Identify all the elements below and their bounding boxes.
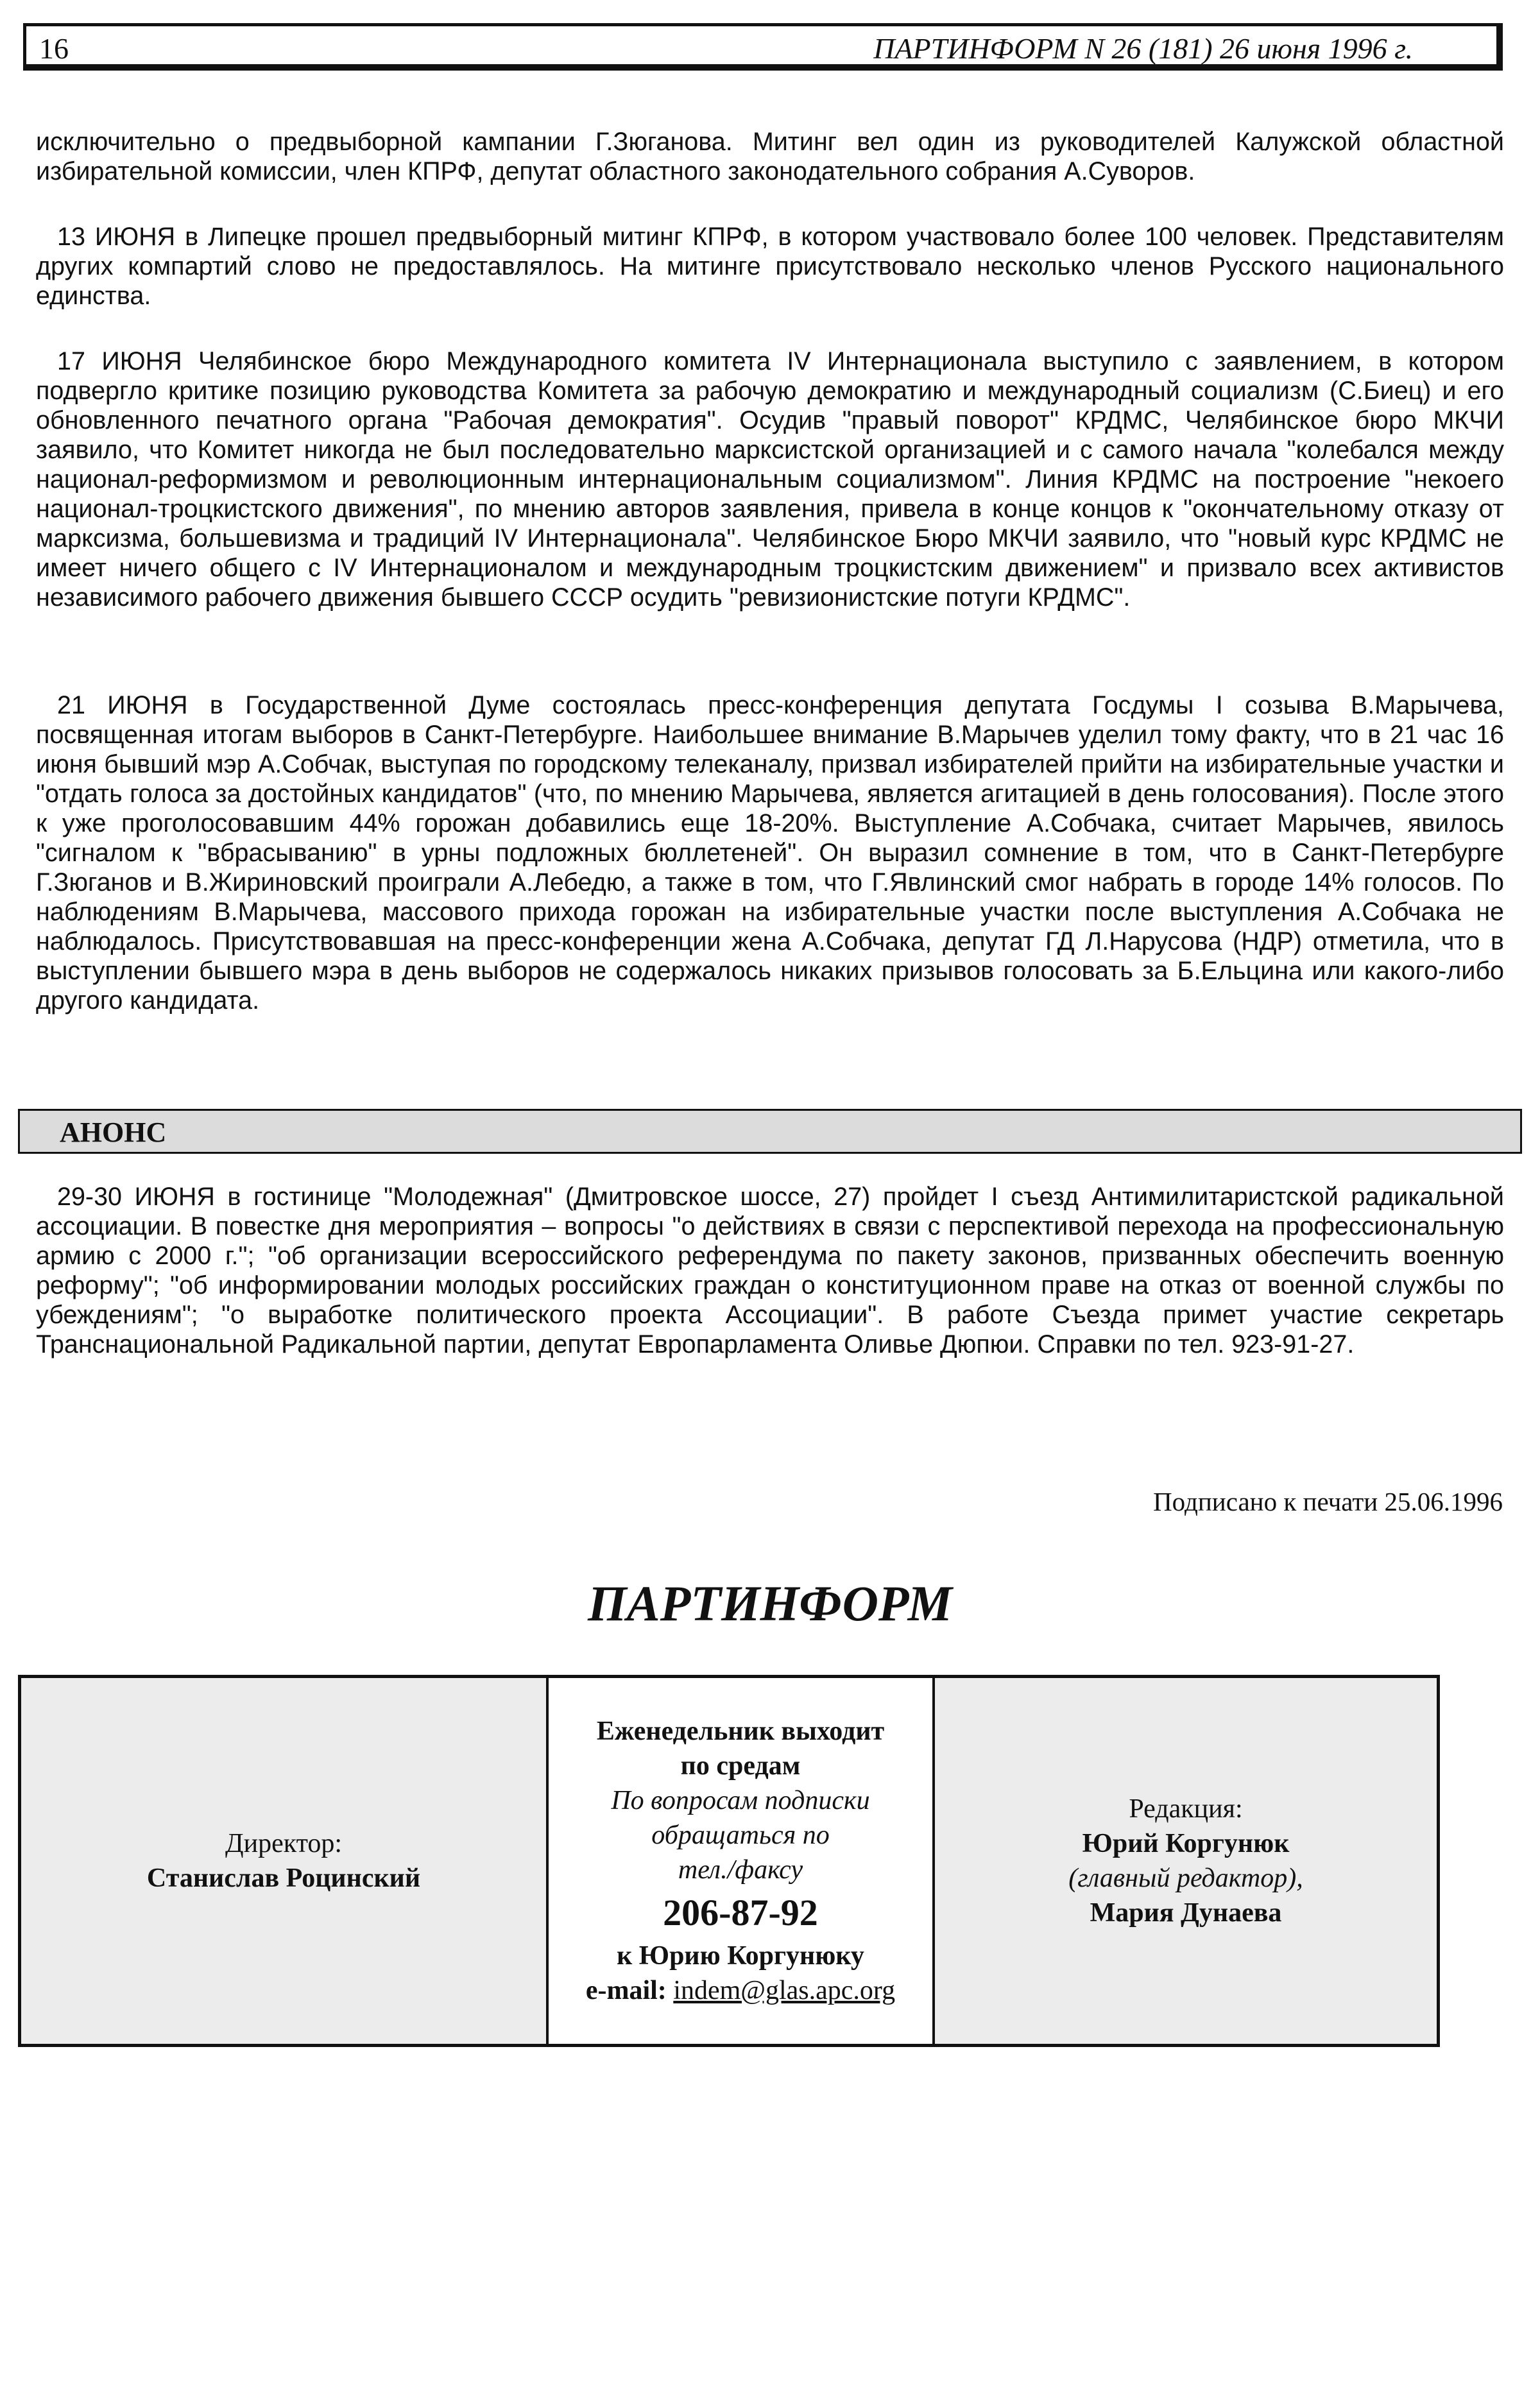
issue-line: ПАРТИНФОРМ N 26 (181) 26 июня 1996 г.	[873, 32, 1413, 65]
subscribe-line-2: обращаться по	[651, 1821, 830, 1850]
announce-heading: АНОНС	[60, 1117, 167, 1148]
director-name: Станислав Роцинский	[146, 1864, 421, 1893]
page-header	[23, 23, 1503, 71]
signed-to-print: Подписано к печати 25.06.1996	[1153, 1487, 1503, 1516]
subscribe-line-3: тел./факсу	[678, 1855, 803, 1885]
phone-number: 206-87-92	[663, 1892, 818, 1933]
announce-section-header	[18, 1109, 1522, 1154]
weekly-line-1: Еженедельник выходит	[596, 1717, 885, 1746]
publication-info-table	[18, 1675, 1440, 2047]
subscribe-line-1: По вопросам подписки	[611, 1786, 870, 1815]
paragraph-june-17: 17 ИЮНЯ Челябинское бюро Международного комитета IV Интернационала выступило с заявлением, в котором подвергло критике позицию руководства Комитета за рабочую демократию и международный социализм (С.Биец) и его обновленного печатного органа "Рабочая демократия". Осудив "правый поворот" КРДМС, Челябинское бюро МКЧИ заявило, что Комитет никогда не был последовательно марксистской организацией и с самого начала "колебался между национал-реформизмом и революционным интернациональным социализмом". Линия КРДМС на построение "некоего национал-троцкистского движения", по мнению авторов заявления, привела в конце концов к "окончательному отказу от марксизма, большевизма и традиций IV Интернационала". Челябинское Бюро МКЧИ заявило, что "новый курс КРДМС не имеет ничего общего с IV Интернационалом и международным троцкистским движением" и призвало всех активистов независимого рабочего движения бывшего СССР осудить "ревизионистские потуги КРДМС".	[36, 347, 1504, 612]
director-label: Директор:	[225, 1829, 343, 1858]
page-number: 16	[39, 32, 69, 65]
contact-person: к Юрию Коргунюку	[617, 1941, 864, 1971]
paragraph-june-13: 13 ИЮНЯ в Липецке прошел предвыборный митинг КПРФ, в котором участвовало более 100 человек. Представителям других компартий слово не предоставлялось. На митинге присутствовало несколько членов Русского национального единства.	[36, 223, 1504, 310]
masthead-title: ПАРТИНФОРМ	[588, 1575, 952, 1631]
paragraph-june-21: 21 ИЮНЯ в Государственной Думе состоялась пресс-конференция депутата Госдумы I созыва В.Марычева, посвященная итогам выборов в Санкт-Петербурге. Наибольшее внимание В.Марычев уделил тому факту, что в 21 час 16 июня бывший мэр А.Собчак, выступая по городскому телеканалу, призвал избирателей прийти на избирательные участки и "отдать голоса за достойных кандидатов" (что, по мнению Марычева, является агитацией в день голосования). После этого к уже проголосовавшим 44% горожан добавились еще 18-20%. Выступление А.Собчака, считает Марычев, явилось "сигналом к "вбрасыванию" в урны подложных бюллетеней". Он выразил сомнение в том, что в Санкт-Петербурге Г.Зюганов и В.Жириновский проиграли А.Лебедю, а также в том, что Г.Явлинский смог набрать в городе 14% голосов. По наблюдениям В.Марычева, массового прихода горожан на избирательные участки после выступления А.Собчака не наблюдалось. Присутствовавшая на пресс-конференции жена А.Собчака, депутат ГД Л.Нарусова (НДР) отметила, что в выступлении бывшего мэра в день выборов не содержалось никаких призывов голосовать за Б.Ельцина или какого-либо другого кандидата.	[36, 691, 1504, 1015]
subscription-cell	[549, 1678, 935, 2044]
editorial-cell	[935, 1678, 1437, 2044]
email-label: e-mail:	[585, 1976, 667, 2005]
weekly-line-2: по средам	[680, 1751, 801, 1781]
director-cell	[21, 1678, 549, 2044]
paragraph-continuation: исключительно о предвыборной кампании Г.Зюганова. Митинг вел один из руководителей Калужской областной избирательной комиссии, член КПРФ, депутат областного законодательного собрания А.Суворов.	[36, 128, 1504, 185]
email-link[interactable]: indem@glas.apc.org	[673, 1976, 896, 2005]
editor-1-role: (главный редактор),	[1068, 1864, 1303, 1893]
announce-paragraph: 29-30 ИЮНЯ в гостинице "Молодежная" (Дмитровское шоссе, 27) пройдет I съезд Антимилитаристской радикальной ассоциации. В повестке дня мероприятия – вопросы "о действиях в связи с перспективой перехода на профессиональную армию с 2000 г."; "об организации всероссийского референдума по пакету законов, призванных обеспечить военную реформу"; "об информировании молодых российских граждан о конституционном праве на отказ от военной службы по убеждениям"; "о выработке политического проекта Ассоциации". В работе Съезда примет участие секретарь Транснациональной Радикальной партии, депутат Европарламента Оливье Дюпюи. Справки по тел. 923-91-27.	[36, 1183, 1504, 1358]
editor-1-name: Юрий Коргунюк	[1082, 1829, 1290, 1858]
editorial-label: Редакция:	[1129, 1794, 1243, 1824]
editor-2-name: Мария Дунаева	[1090, 1898, 1282, 1928]
email-line	[586, 1973, 895, 2008]
